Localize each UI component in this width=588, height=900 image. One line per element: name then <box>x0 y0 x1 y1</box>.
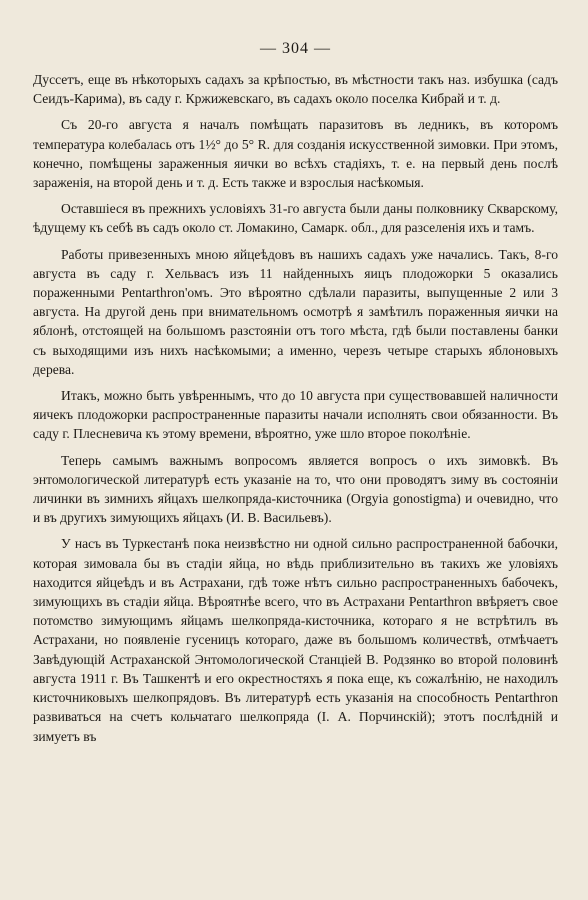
paragraph-1: Дуссетъ, еще въ нѣкоторыхъ садахъ за крѣпостью, въ мѣстности такъ наз. избушка (садъ Сеидъ-Карима), въ саду г. Кржижевскаго, въ садахъ около поселка Кибрай и т. д. <box>33 72 558 107</box>
paragraph-4: Работы привезенныхъ мною яйцеѣдовъ въ нашихъ садахъ уже начались. Такъ, 8-го августа въ саду г. Хельвасъ изъ 11 найденныхъ яицъ плодожорки 5 оказались пораженными Pentarthron'омъ. Это вѣроятно сдѣлали паразиты, выпущенные 2 или 3 августа. На другой день при внимательномъ осмотрѣ я замѣтилъ пораженныя яички на яблонѣ, отстоящей на большомъ разстояніи отъ того мѣста, гдѣ были поставлены банки съ выходящими изъ нихъ насѣкомыми; а именно, черезъ четыре старыхъ яблоновыхъ дерева. <box>33 246 558 377</box>
paragraph-7: У насъ въ Туркестанѣ пока неизвѣстно ни одной сильно распространенной бабочки, которая зимовала бы въ стадіи яйца, но вѣдь приблизительно въ такихъ же уловіяхъ находится яйцеѣдъ и въ Астрахани, гдѣ тоже нѣтъ сильно распространенныхъ бабочекъ, зимующихъ въ стадіи яйца. Вѣроятнѣе всего, что въ Астрахани Pentarthron ввѣряетъ свое потомство зимующимъ яйцамъ шелкопряда-кисточника, котораго я не встрѣтилъ въ Астрахани, но появленіе гусеницъ котораго, даже въ большомъ количествѣ, отмѣчаетъ Завѣдующій Астраханской Энтомологической Станціей В. Родзянко во второй половинѣ августа 1911 г. Въ Ташкентѣ и его окрестностяхъ я пока еще, къ сожалѣнію, не находилъ кисточниковыхъ шелкопрядовъ. Въ литературѣ есть указанія на способность Pentarthron развиваться на счетъ кольчатаго шелкопряда (I. А. Порчинскій); этотъ послѣдній и зимуетъ въ <box>33 536 558 744</box>
paragraph-3: Оставшіеся въ прежнихъ условіяхъ 31-го августа были даны полковнику Скварскому, ѣдущему къ себѣ въ садъ около ст. Ломакино, Самарк. обл., для разселенія ихъ и тамъ. <box>33 201 558 236</box>
page-number: — 304 — <box>260 40 331 57</box>
paragraph-6: Теперь самымъ важнымъ вопросомъ является вопросъ о ихъ зимовкѣ. Въ энтомологической литературѣ есть указаніе на то, что они проводятъ зиму въ состояніи личинки въ зимнихъ яйцахъ шелкопряда-кисточника (Orgyia gonostigma) и очевидно, что и въ другихъ зимующихъ яйцахъ (И. В. Васильевъ). <box>33 452 558 526</box>
paragraph-5: Итакъ, можно быть увѣреннымъ, что до 10 августа при существовавшей наличности яичекъ плодожорки распространенные паразиты начали исполнять свои обязанности. Въ саду г. Плесневича къ этому времени, вѣроятно, уже шло второе поколѣніе. <box>33 388 558 442</box>
body-text <box>33 70 558 746</box>
paragraph-2: Съ 20-го августа я началъ помѣщать паразитовъ въ ледникъ, въ которомъ температура колебалась отъ 1½° до 5° R. для созданія искусственной зимовки. При этомъ, конечно, помѣщены зараженныя яички во всѣхъ стадіяхъ, т. е. на первый день послѣ зараженія, на второй день и т. д. Есть также и взрослыя насѣкомыя. <box>33 117 558 191</box>
